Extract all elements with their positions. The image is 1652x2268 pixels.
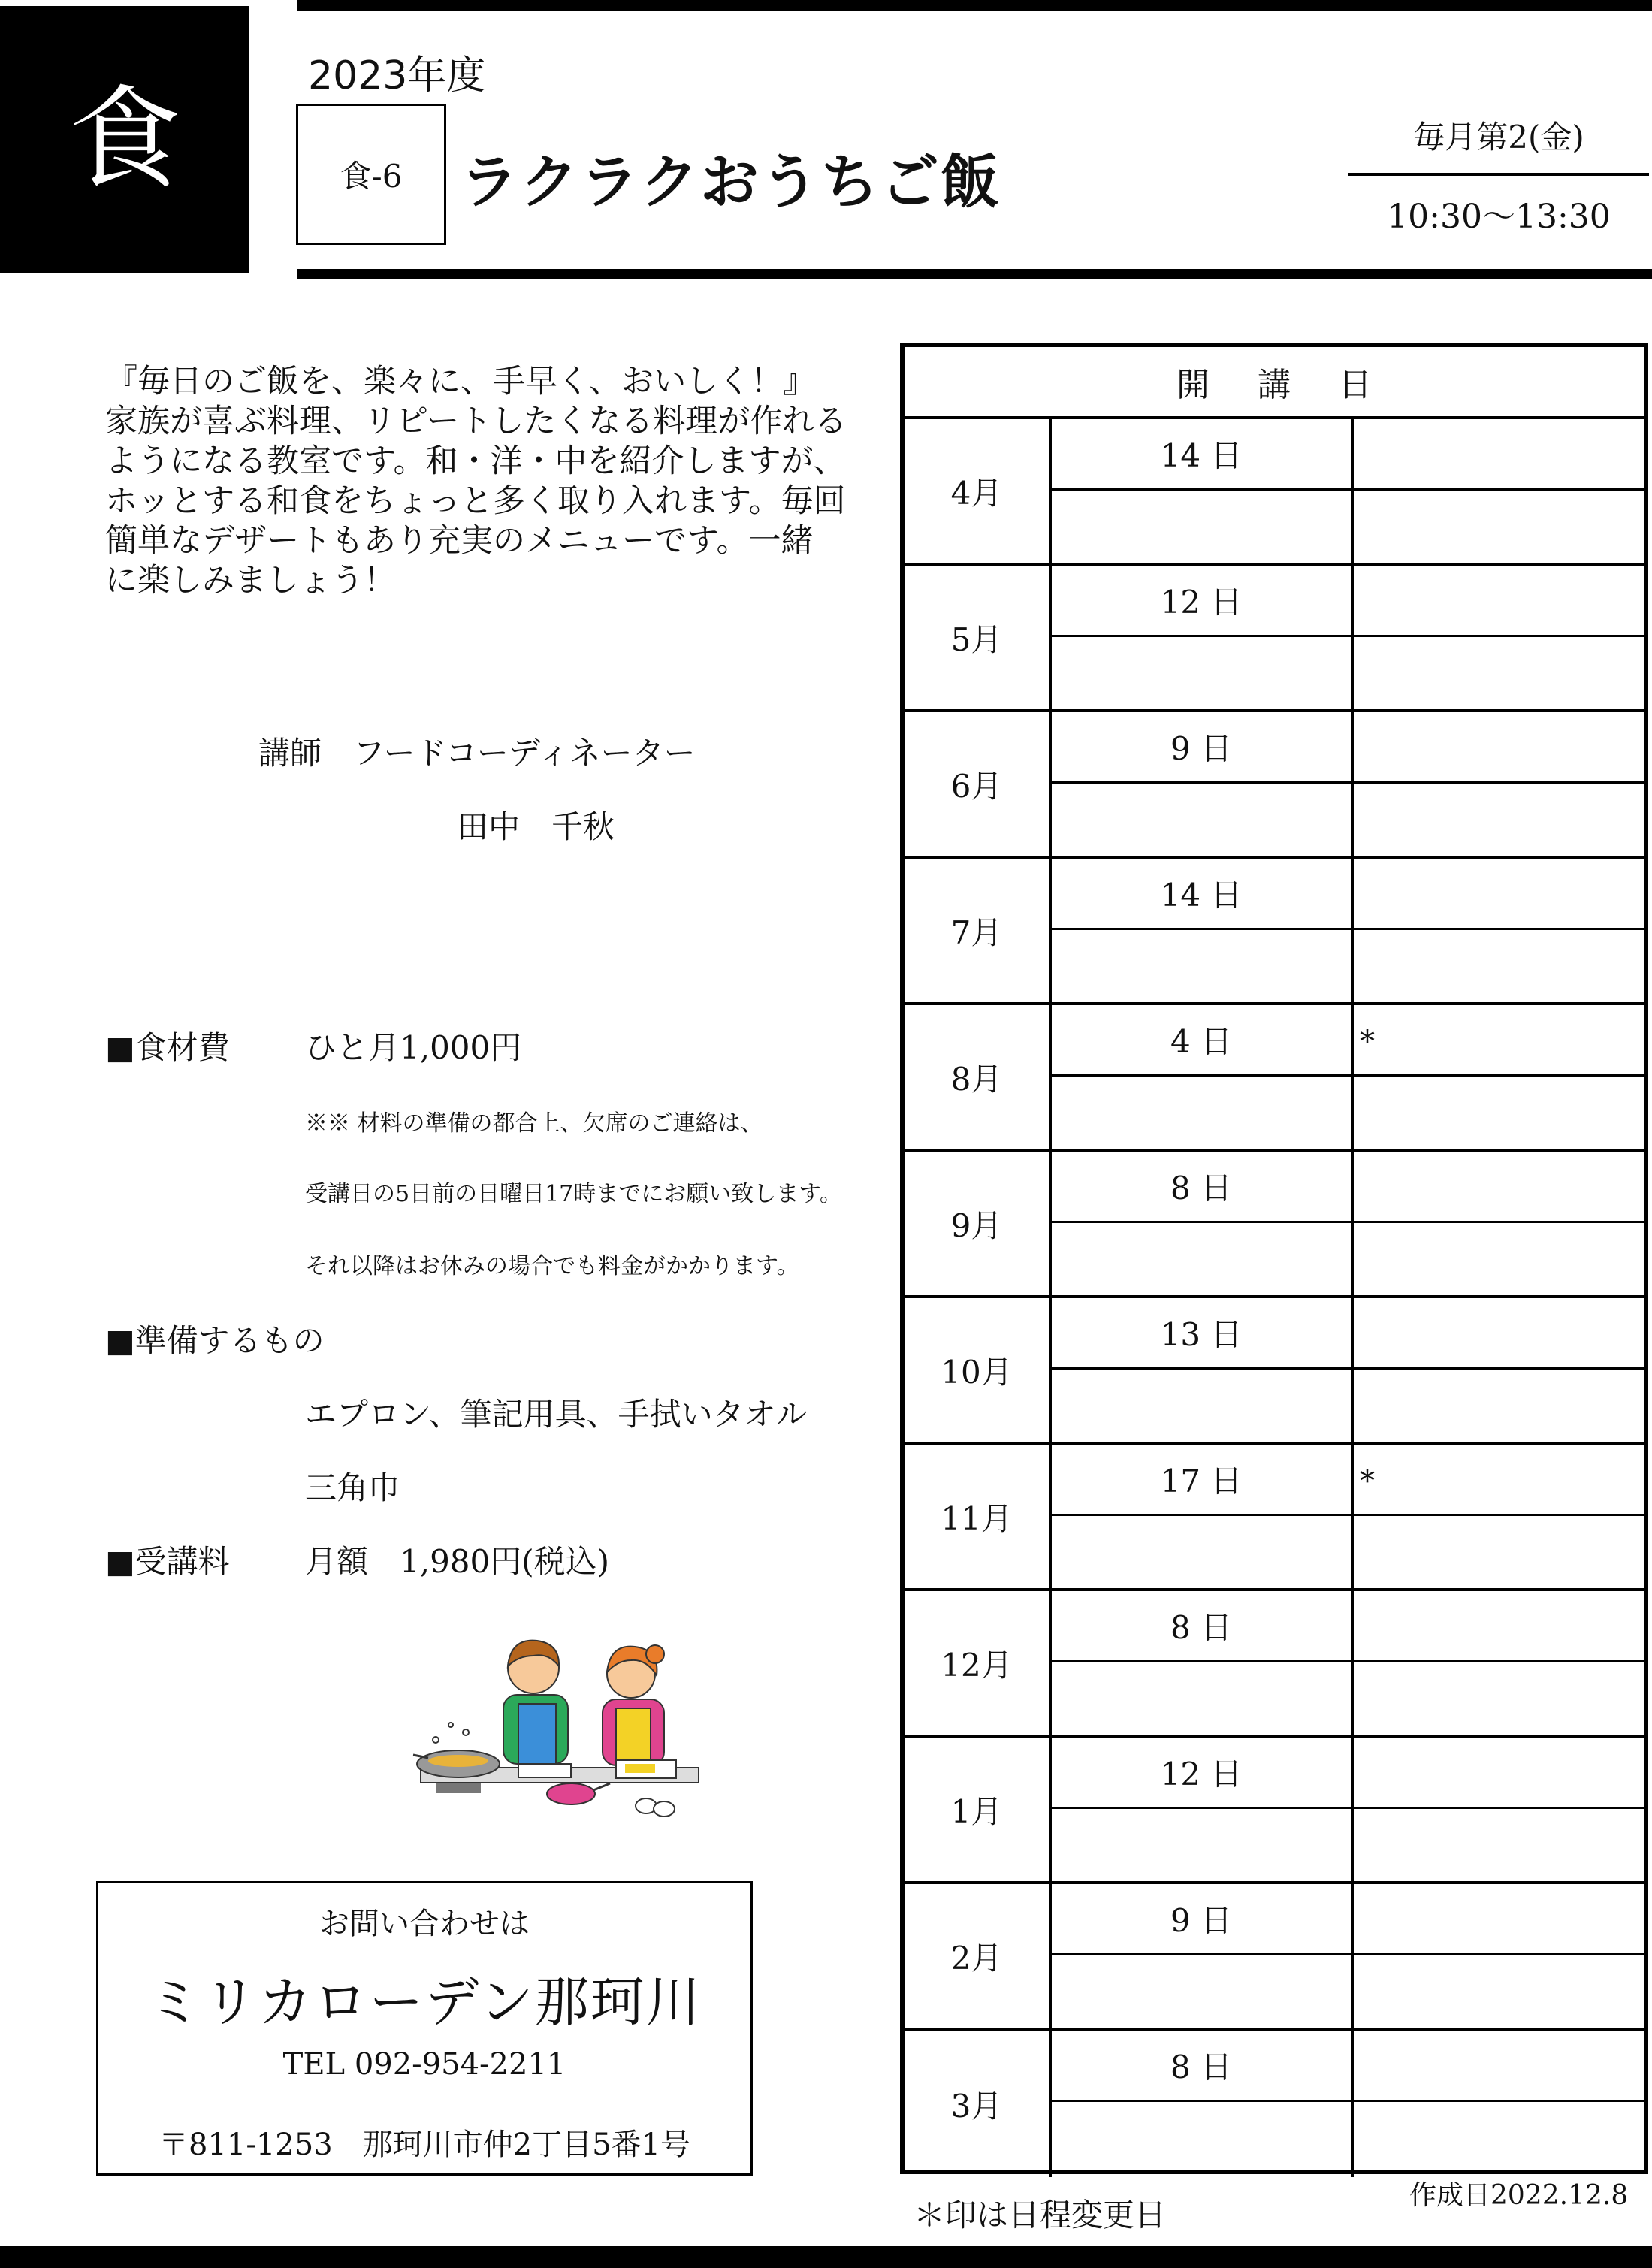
header-rule — [297, 269, 1652, 279]
month-cell: 9月 — [905, 1152, 1052, 1295]
contact-box — [96, 1881, 753, 2176]
food-cost-label: ■食材費 — [105, 1029, 230, 1066]
description-line: ようになる教室です。和・洋・中を紹介しますが、 — [105, 442, 846, 480]
table-header: 開講日 — [905, 347, 1644, 419]
cancellation-note: ※※ 材料の準備の都合上、欠席のご連絡は、 — [305, 1110, 763, 1137]
cancellation-note: 受講日の5日前の日曜日17時までにお願い致します。 — [305, 1181, 842, 1207]
day-cell: 17 日 — [1052, 1445, 1354, 1516]
category-badge — [0, 6, 249, 273]
day-cell: 9 日 — [1052, 1884, 1354, 1955]
table-row — [905, 1005, 1644, 1152]
table-row — [905, 712, 1644, 859]
month-cell: 3月 — [905, 2031, 1052, 2177]
prepare-label: ■準備するもの — [105, 1322, 325, 1359]
day-cell: 14 日 — [1052, 859, 1354, 930]
description-line: ホッとする和食をちょっと多く取り入れます。毎回 — [105, 482, 846, 520]
schedule-time: 10:30〜13:30 — [1387, 198, 1611, 236]
change-mark-cell — [1354, 1298, 1644, 1370]
month-cell: 4月 — [905, 419, 1052, 563]
empty-day-cell — [1052, 784, 1354, 859]
contact-label: お問い合わせは — [319, 1907, 530, 1941]
change-mark-cell — [1354, 2031, 1644, 2102]
table-row — [905, 2031, 1644, 2177]
change-mark-cell — [1354, 566, 1644, 637]
fee-value: 月額 1,980円(税込) — [305, 1543, 610, 1580]
table-row — [905, 1738, 1644, 1884]
change-mark-cell — [1354, 859, 1644, 930]
contact-address: 〒811-1253 那珂川市仲2丁目5番1号 — [158, 2128, 690, 2162]
cooking-couple-illustration — [406, 1636, 699, 1847]
table-row — [905, 1445, 1644, 1591]
empty-day-cell — [1052, 1077, 1354, 1152]
day-cell: 13 日 — [1052, 1298, 1354, 1370]
day-cell: 9 日 — [1052, 712, 1354, 784]
description-line: 簡単なデザートもあり充実のメニューです。一緒 — [105, 522, 814, 560]
description-line: 家族が喜ぶ料理、リピートしたくなる料理が作れる — [105, 403, 847, 440]
month-cell: 12月 — [905, 1591, 1052, 1735]
month-cell: 7月 — [905, 859, 1052, 1002]
prepare-item: エプロン、筆記用具、手拭いタオル — [305, 1396, 808, 1433]
lecturer-role: 講師 フードコーディネーター — [258, 735, 696, 772]
table-row — [905, 1298, 1644, 1445]
change-mark-cell: * — [1354, 1005, 1644, 1077]
empty-day-cell — [1052, 1370, 1354, 1445]
table-row — [905, 1152, 1644, 1298]
schedule-day: 毎月第2(金) — [1413, 119, 1584, 156]
empty-day-cell — [1052, 1809, 1354, 1884]
day-cell: 8 日 — [1052, 2031, 1354, 2102]
day-cell: 12 日 — [1052, 566, 1354, 637]
month-cell: 2月 — [905, 1884, 1052, 2028]
description-line: に楽しみましょう！ — [105, 562, 396, 599]
course-title: ラクラクおうちご飯 — [460, 148, 1001, 216]
empty-day-cell — [1052, 930, 1354, 1005]
fee-label: ■受講料 — [105, 1543, 230, 1580]
change-mark-cell — [1354, 1591, 1644, 1662]
empty-day-cell — [1052, 491, 1354, 566]
change-mark-cell — [1354, 712, 1644, 784]
day-cell: 8 日 — [1052, 1152, 1354, 1223]
month-cell: 11月 — [905, 1445, 1052, 1588]
course-code-box — [296, 104, 446, 245]
month-cell: 8月 — [905, 1005, 1052, 1149]
change-mark-cell — [1354, 419, 1644, 491]
venue-name: ミリカローデン那珂川 — [147, 1971, 702, 2034]
schedule-divider — [1348, 173, 1649, 176]
month-cell: 6月 — [905, 712, 1052, 856]
table-row — [905, 1591, 1644, 1738]
category-kanji: 食 — [68, 74, 181, 205]
change-mark-cell — [1354, 1884, 1644, 1955]
empty-day-cell — [1052, 2102, 1354, 2177]
created-date: 作成日2022.12.8 — [1409, 2180, 1629, 2211]
month-cell: 10月 — [905, 1298, 1052, 1442]
top-rule — [297, 0, 1652, 11]
month-cell: 1月 — [905, 1738, 1052, 1881]
description-line: 『毎日のご飯を、楽々に、手早く、おいしく！』 — [105, 363, 816, 400]
empty-day-cell — [1052, 1223, 1354, 1298]
lecturer-name: 田中 千秋 — [457, 808, 615, 845]
footnote: ＊印は日程変更日 — [914, 2197, 1167, 2233]
empty-day-cell — [1052, 637, 1354, 712]
change-mark-cell — [1354, 1738, 1644, 1809]
food-cost-value: ひと月1,000円 — [305, 1029, 522, 1066]
change-mark-cell: * — [1354, 1445, 1644, 1516]
course-code: 食-6 — [340, 158, 403, 195]
change-mark-cell — [1354, 1152, 1644, 1223]
empty-day-cell — [1052, 1955, 1354, 2031]
contact-phone: TEL 092-954-2211 — [282, 2047, 566, 2082]
fiscal-year: 2023年度 — [308, 53, 486, 98]
bottom-rule — [0, 2246, 1652, 2268]
empty-day-cell — [1052, 1516, 1354, 1591]
table-row — [905, 566, 1644, 712]
table-row — [905, 859, 1644, 1005]
day-cell: 14 日 — [1052, 419, 1354, 491]
schedule-table — [900, 343, 1648, 2174]
cancellation-note: それ以降はお休みの場合でも料金がかかります。 — [305, 1253, 799, 1279]
table-row — [905, 1884, 1644, 2031]
day-cell: 4 日 — [1052, 1005, 1354, 1077]
prepare-item: 三角巾 — [305, 1469, 400, 1506]
day-cell: 12 日 — [1052, 1738, 1354, 1809]
empty-day-cell — [1052, 1662, 1354, 1738]
month-cell: 5月 — [905, 566, 1052, 709]
day-cell: 8 日 — [1052, 1591, 1354, 1662]
course-description — [105, 362, 902, 601]
table-row — [905, 419, 1644, 566]
